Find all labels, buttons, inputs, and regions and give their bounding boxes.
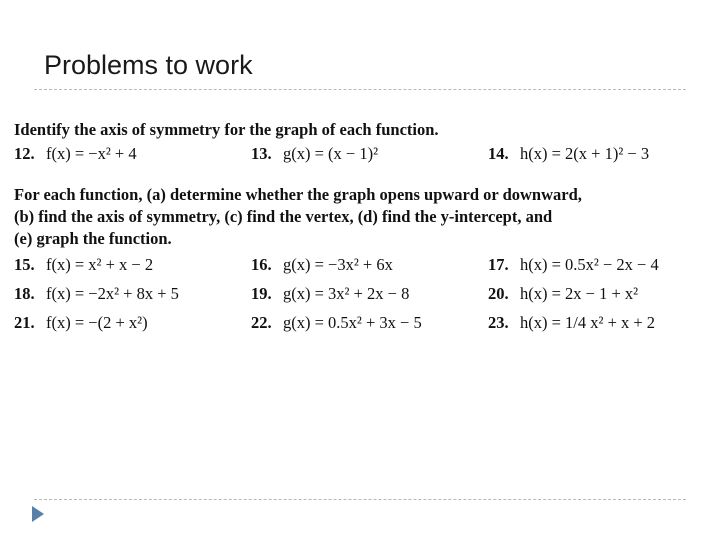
problem-item [488,312,655,334]
problem-item [14,312,148,334]
problem-row [14,143,694,172]
problem-number: 17. [488,255,509,274]
problem-number: 14. [488,144,509,163]
slide-title: Problems to work [44,50,253,80]
section1-heading: Identify the axis of symmetry for the graph of each function. [14,120,439,139]
problem-item [251,312,422,334]
problem-item [251,254,393,276]
instruction-line: For each function, (a) determine whether the graph opens upward or downward, [14,185,582,204]
problem-expression: h(x) = 2(x + 1)² − 3 [520,144,650,163]
problem-item [488,143,649,165]
problem-expression: f(x) = −(2 + x²) [46,313,148,332]
problem-content [14,119,694,341]
instruction-line: (b) find the axis of symmetry, (c) find the vertex, (d) find the y-intercept, and [14,207,553,226]
problem-expression: g(x) = 0.5x² + 3x − 5 [283,313,422,332]
problem-expression: h(x) = 2x − 1 + x² [520,284,639,303]
problem-expression: h(x) = 1/4 x² + x + 2 [520,313,656,332]
problem-expression: h(x) = 0.5x² − 2x − 4 [520,255,659,274]
problem-number: 18. [14,284,35,303]
problem-row [14,283,694,312]
problem-number: 20. [488,284,509,303]
problem-item [251,143,378,165]
problem-expression: f(x) = −2x² + 8x + 5 [46,284,179,303]
problem-expression: f(x) = x² + x − 2 [46,255,154,274]
problem-number: 15. [14,255,35,274]
problem-row [14,312,694,341]
problem-expression: f(x) = −x² + 4 [46,144,137,163]
problem-number: 19. [251,284,272,303]
problem-expression: g(x) = 3x² + 2x − 8 [283,284,410,303]
problem-item [251,283,409,305]
bottom-divider [34,499,686,500]
section2-instructions [14,184,694,250]
problem-number: 13. [251,144,272,163]
instruction-line: (e) graph the function. [14,229,172,248]
problem-number: 16. [251,255,272,274]
problem-expression: g(x) = (x − 1)² [283,144,379,163]
top-divider [34,89,686,90]
problem-number: 22. [251,313,272,332]
problem-row [14,254,694,283]
problem-item [488,254,659,276]
problem-number: 12. [14,144,35,163]
problem-item [14,254,153,276]
problem-number: 21. [14,313,35,332]
problem-number: 23. [488,313,509,332]
problem-expression: g(x) = −3x² + 6x [283,255,393,274]
play-arrow-icon[interactable] [32,506,44,522]
problem-item [14,283,179,305]
problem-item [488,283,638,305]
problem-item [14,143,137,165]
